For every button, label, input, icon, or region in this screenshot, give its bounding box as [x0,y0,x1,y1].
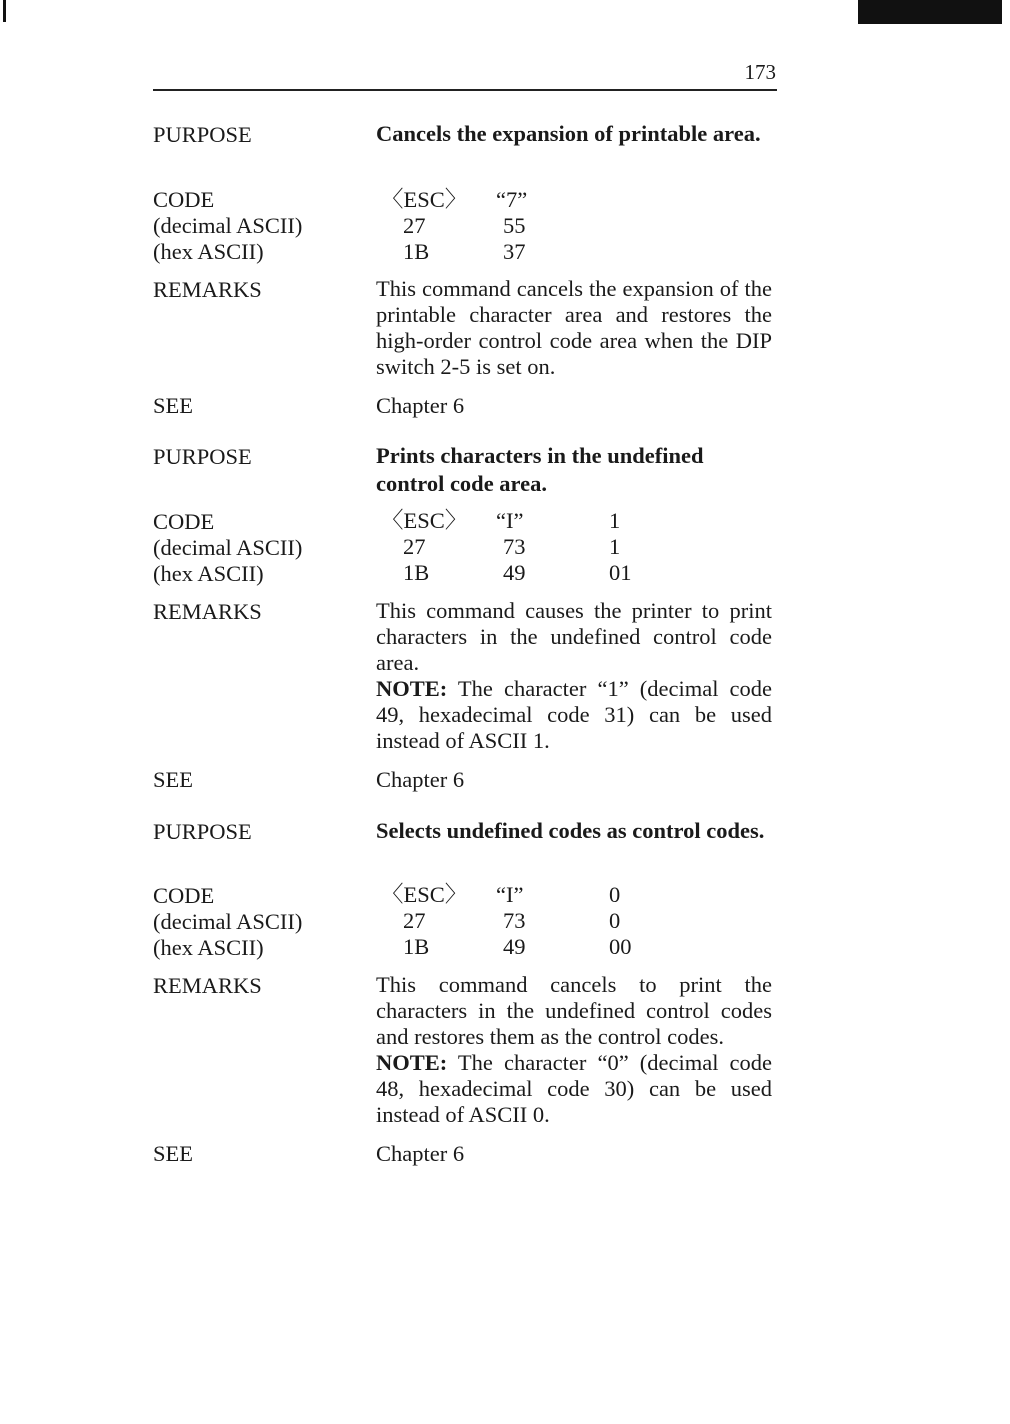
code-cell: 〈ESC〉 [381,508,468,533]
remarks-text [376,276,772,380]
see-value: Chapter 6 [376,767,465,792]
code-label: CODE [153,883,215,908]
code-label: CODE [153,187,215,212]
note-text: The character “1” (decimal code 49, hexadecimal code 31) can be used instead of ASCII 1. [376,676,772,753]
decimal-cell: 1 [609,534,621,559]
code-label: CODE [153,509,215,534]
code-cell: 〈ESC〉 [381,187,468,212]
remarks-paragraph: This command causes the printer to print characters in the undefined control code area. [376,598,772,675]
decimal-cell: 27 [403,908,426,933]
see-label: SEE [153,393,194,418]
hex-cell: 49 [503,560,526,585]
remarks-paragraph: This command cancels the expansion of the printable character area and restores the high-order control code area when the DIP switch 2-5 is set on. [376,276,772,379]
purpose-label: PURPOSE [153,819,252,844]
hex-cell: 1B [403,239,430,264]
remarks-text [376,598,772,754]
decimal-cell: 73 [503,534,526,559]
decimal-ascii-label: (decimal ASCII) [153,213,303,238]
decimal-ascii-label: (decimal ASCII) [153,535,303,560]
note-label: NOTE: [376,676,448,701]
see-label: SEE [153,767,194,792]
code-cell: 1 [609,508,621,533]
header-rule [153,89,777,91]
purpose-text: Selects undefined codes as control codes. [376,818,765,843]
note-paragraph [376,676,772,754]
hex-ascii-label: (hex ASCII) [153,239,264,264]
remarks-label: REMARKS [153,599,262,624]
code-cell: 0 [609,882,621,907]
hex-cell: 1B [403,934,430,959]
hex-cell: 00 [609,934,632,959]
see-label: SEE [153,1141,194,1166]
scan-mark-right [858,0,1002,24]
remarks-label: REMARKS [153,277,262,302]
hex-ascii-label: (hex ASCII) [153,561,264,586]
code-cell: “I” [496,882,524,907]
note-paragraph [376,1050,772,1128]
decimal-ascii-label: (decimal ASCII) [153,909,303,934]
purpose-text: Cancels the expansion of printable area. [376,121,761,146]
see-value: Chapter 6 [376,1141,465,1166]
remarks-text [376,972,772,1128]
decimal-cell: 27 [403,213,426,238]
note-label: NOTE: [376,1050,448,1075]
hex-cell: 49 [503,934,526,959]
remarks-label: REMARKS [153,973,262,998]
purpose-label: PURPOSE [153,444,252,469]
hex-cell: 01 [609,560,632,585]
hex-ascii-label: (hex ASCII) [153,935,264,960]
code-cell: “I” [496,508,524,533]
code-cell: 〈ESC〉 [381,882,468,907]
decimal-cell: 55 [503,213,526,238]
scan-mark-left [3,0,6,22]
hex-cell: 1B [403,560,430,585]
note-text: The character “0” (decimal code 48, hexadecimal code 30) can be used instead of ASCII 0. [376,1050,772,1127]
purpose-text: Prints characters in the undefined control code area. [376,443,704,496]
decimal-cell: 73 [503,908,526,933]
decimal-cell: 0 [609,908,621,933]
remarks-paragraph: This command cancels to print the characters in the undefined control codes and restores them as the control codes. [376,972,772,1049]
page-number: 173 [744,60,776,84]
purpose-label: PURPOSE [153,122,252,147]
decimal-cell: 27 [403,534,426,559]
hex-cell: 37 [503,239,526,264]
see-value: Chapter 6 [376,393,465,418]
code-cell: “7” [496,187,528,212]
